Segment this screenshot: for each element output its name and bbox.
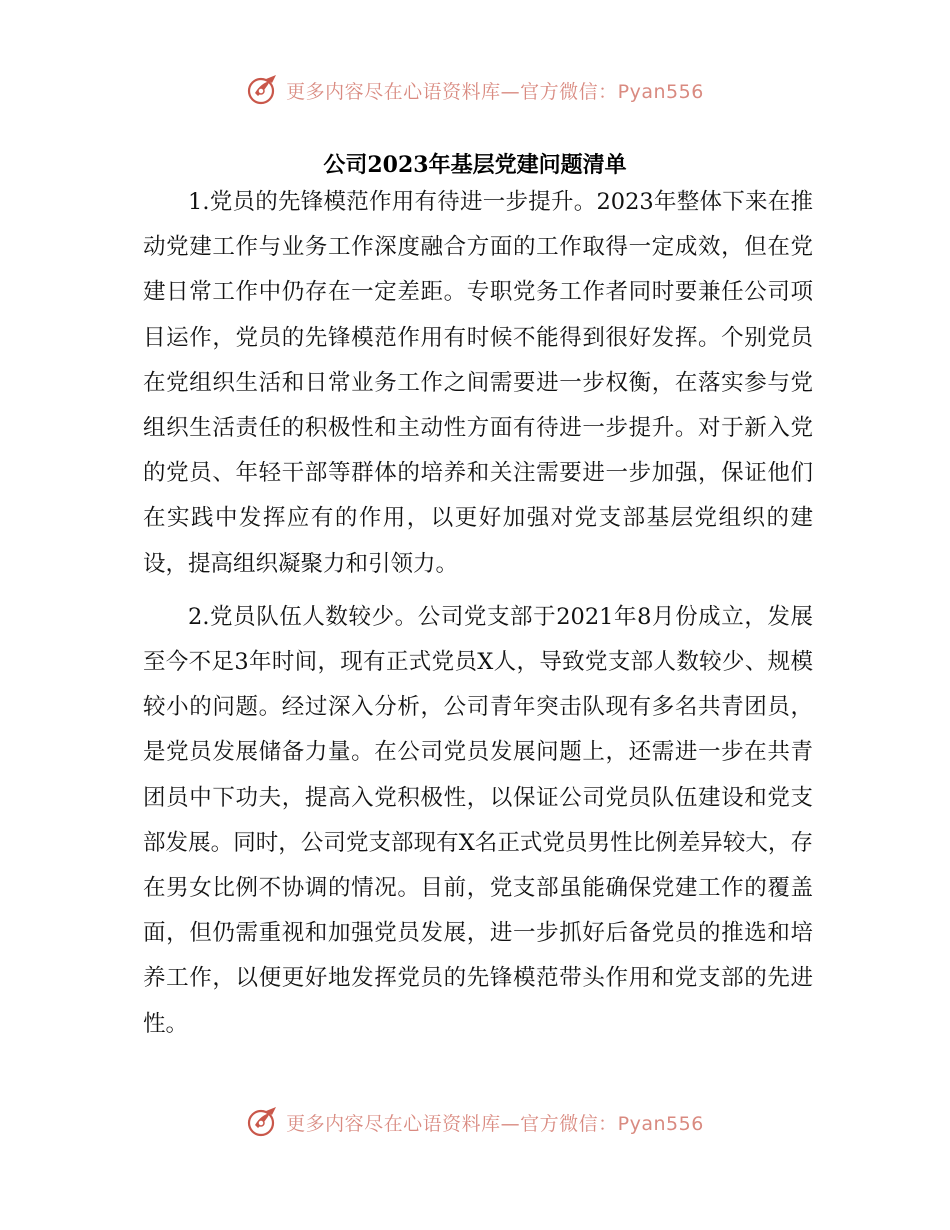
watermark-text: 更多内容尽在心语资料库—官方微信：Pyan556 (286, 1112, 704, 1135)
quill-logo-icon (246, 73, 280, 107)
watermark-text: 更多内容尽在心语资料库—官方微信：Pyan556 (286, 80, 704, 103)
paragraph-2: 2.党员队伍人数较少。公司党支部于2021年8月份成立，发展至今不足3年时间，现有正式党员X人，导致党支部人数较少、规模较小的问题。经过深入分析，公司青年突击队现有多名共青团员，是党员发展储备力量。在公司党员发展问题上，还需进一步在共青团员中下功夫，提高入党积极性，以保证公司党员队伍建设和党支部发展。同时，公司党支部现有X名正式党员男性比例差异较大，存在男女比例不协调的情况。目前，党支部虽能确保党建工作的覆盖面，但仍需重视和加强党员发展，进一步抓好后备党员的推选和培养工作，以便更好地发挥党员的先锋模范带头作用和党支部的先进性。 (143, 603, 813, 1037)
watermark-header (0, 70, 950, 110)
document-title: 公司2023年基层党建问题清单 (323, 152, 627, 178)
quill-logo-icon (246, 1105, 280, 1139)
document-body (143, 180, 813, 1047)
watermark-footer (0, 1102, 950, 1142)
paragraph-1: 1.党员的先锋模范作用有待进一步提升。2023年整体下来在推动党建工作与业务工作深度融合方面的工作取得一定成效，但在党建日常工作中仍存在一定差距。专职党务工作者同时要兼任公司项目运作，党员的先锋模范作用有时候不能得到很好发挥。个别党员在党组织生活和日常业务工作之间需要进一步权衡，在落实参与党组织生活责任的积极性和主动性方面有待进一步提升。对于新入党的党员、年轻干部等群体的培养和关注需要进一步加强，保证他们在实践中发挥应有的作用，以更好加强对党支部基层党组织的建设，提高组织凝聚力和引领力。 (143, 189, 813, 577)
